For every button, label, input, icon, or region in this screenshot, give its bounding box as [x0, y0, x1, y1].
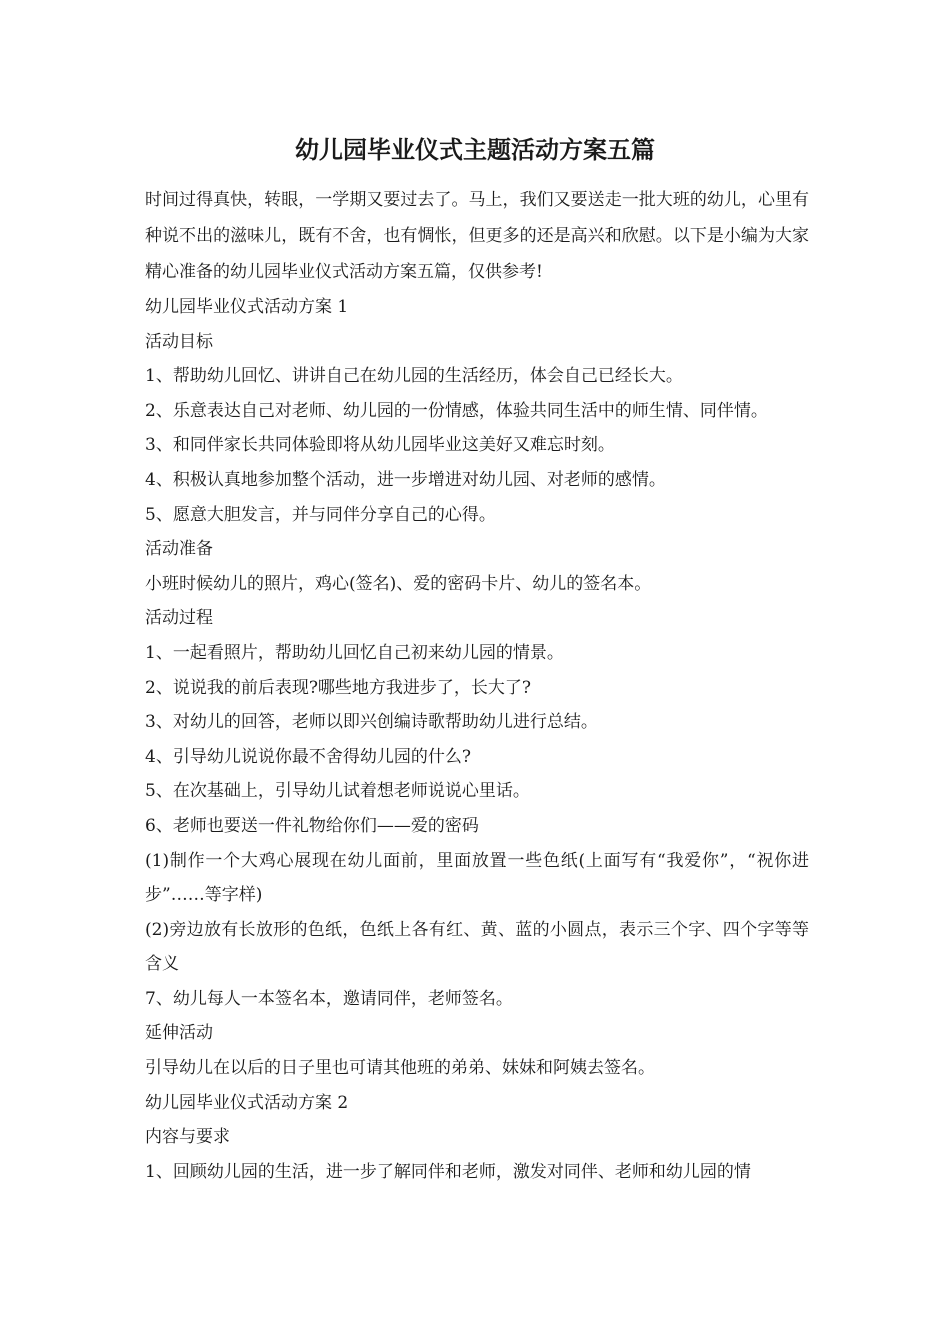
intro-paragraph: 时间过得真快，转眼，一学期又要过去了。马上，我们又要送走一批大班的幼儿，心里有种说不出的滋味儿，既有不舍，也有惆怅，但更多的还是高兴和欣慰。以下是小编为大家精心准备的幼儿园毕业仪式活动方案五篇，仅供参考!	[145, 190, 809, 282]
requirement-item: 1、回顾幼儿园的生活，进一步了解同伴和老师，激发对同伴、老师和幼儿园的情	[145, 1161, 751, 1182]
requirements-heading: 内容与要求	[145, 1127, 230, 1148]
process-item: 3、对幼儿的回答，老师以即兴创编诗歌帮助幼儿进行总结。	[145, 712, 598, 733]
process-item: 7、幼儿每人一本签名本，邀请同伴，老师签名。	[145, 988, 513, 1009]
document-title: 幼儿园毕业仪式主题活动方案五篇	[295, 135, 655, 164]
process-item: 6、老师也要送一件礼物给你们——爱的密码	[145, 815, 479, 836]
process-heading: 活动过程	[145, 608, 213, 629]
prep-heading: 活动准备	[145, 539, 213, 560]
plan1-heading: 幼儿园毕业仪式活动方案 1	[145, 297, 349, 317]
process-item: 2、说说我的前后表现?哪些地方我进步了，长大了?	[145, 677, 532, 698]
goal-item: 3、和同伴家长共同体验即将从幼儿园毕业这美好又难忘时刻。	[145, 435, 615, 456]
process-subitem: (1)制作一个大鸡心展现在幼儿面前，里面放置一些色纸(上面写有“我爱你”，“祝你进步”……等字样)	[145, 850, 809, 906]
goal-item: 4、积极认真地参加整个活动，进一步增进对幼儿园、对老师的感情。	[145, 469, 666, 490]
document-body	[145, 182, 809, 1189]
process-item: 5、在次基础上，引导幼儿试着想老师说说心里话。	[145, 781, 530, 802]
extension-heading: 延伸活动	[145, 1023, 213, 1044]
process-item: 1、一起看照片，帮助幼儿回忆自己初来幼儿园的情景。	[145, 642, 564, 663]
process-subitem: (2)旁边放有长放形的色纸，色纸上各有红、黄、蓝的小圆点，表示三个字、四个字等等含义	[145, 919, 809, 975]
process-item: 4、引导幼儿说说你最不舍得幼儿园的什么?	[145, 746, 471, 767]
goals-heading: 活动目标	[145, 331, 213, 352]
goal-item: 1、帮助幼儿回忆、讲讲自己在幼儿园的生活经历，体会自己已经长大。	[145, 366, 683, 387]
plan2-heading: 幼儿园毕业仪式活动方案 2	[145, 1092, 349, 1113]
prep-text: 小班时候幼儿的照片，鸡心(签名)、爱的密码卡片、幼儿的签名本。	[145, 573, 652, 594]
goal-item: 2、乐意表达自己对老师、幼儿园的一份情感，体验共同生活中的师生情、同伴情。	[145, 400, 768, 421]
goal-item: 5、愿意大胆发言，并与同伴分享自己的心得。	[145, 504, 496, 525]
extension-text: 引导幼儿在以后的日子里也可请其他班的弟弟、妹妹和阿姨去签名。	[145, 1058, 655, 1079]
